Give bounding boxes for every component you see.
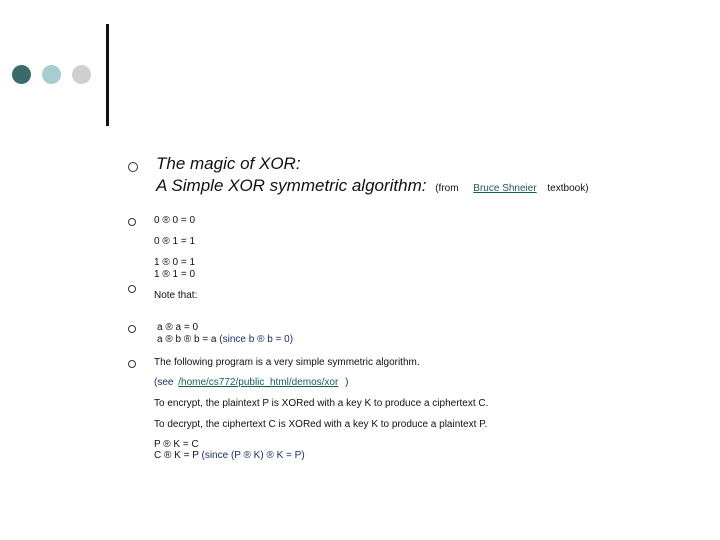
truth-row: 0 ® 0 = 0 [154, 215, 196, 226]
source-from: (from [435, 183, 459, 194]
decrypt-text: To decrypt, the ciphertext C is XORed with a key K to produce a plaintext P. [154, 419, 488, 430]
bullet-icon [128, 285, 136, 293]
equation-line2 [154, 450, 305, 462]
slide-title-text: A Simple XOR symmetric algorithm: [156, 176, 427, 195]
demo-path-link[interactable]: /home/cs772/public_html/demos/xor [178, 377, 339, 388]
equation-line1: P ® K = C [154, 439, 199, 450]
slide-title-line2 [156, 176, 589, 199]
see-close: ) [345, 377, 349, 388]
see-open: (see [154, 377, 174, 388]
slide-title-line1: The magic of XOR: [156, 154, 301, 173]
decor-dot-dark [12, 65, 31, 84]
encrypt-text: To encrypt, the plaintext P is XORed with a key K to produce a ciphertext C. [154, 398, 489, 409]
source-textbook: textbook) [547, 183, 589, 194]
truth-row: 1 ® 0 = 1 [154, 257, 196, 268]
equation-line2-paren: (since (P ® K) ® K = P) [201, 450, 305, 461]
bullet-icon [128, 360, 136, 368]
identity-line1: a ® a = 0 [157, 322, 199, 333]
program-intro: The following program is a very simple symmetric algorithm. [154, 357, 420, 368]
truth-row: 1 ® 1 = 0 [154, 269, 196, 280]
bullet-icon [128, 325, 136, 333]
bullet-icon [128, 218, 136, 226]
program-see-line [154, 377, 348, 389]
truth-row: 0 ® 1 = 1 [154, 236, 196, 247]
identity-line2-main: a ® b ® b = a [157, 334, 217, 345]
identity-line2 [157, 334, 293, 346]
equation-line2-main: C ® K = P [154, 450, 199, 461]
decor-dot-light-teal [42, 65, 61, 84]
bullet-icon [128, 162, 138, 172]
source-author-link[interactable]: Bruce Shneier [473, 183, 537, 194]
decor-dot-gray [72, 65, 91, 84]
identity-line2-paren: (since b ® b = 0) [219, 334, 294, 345]
decor-vertical-bar [106, 24, 109, 126]
note-text: Note that: [154, 290, 198, 301]
